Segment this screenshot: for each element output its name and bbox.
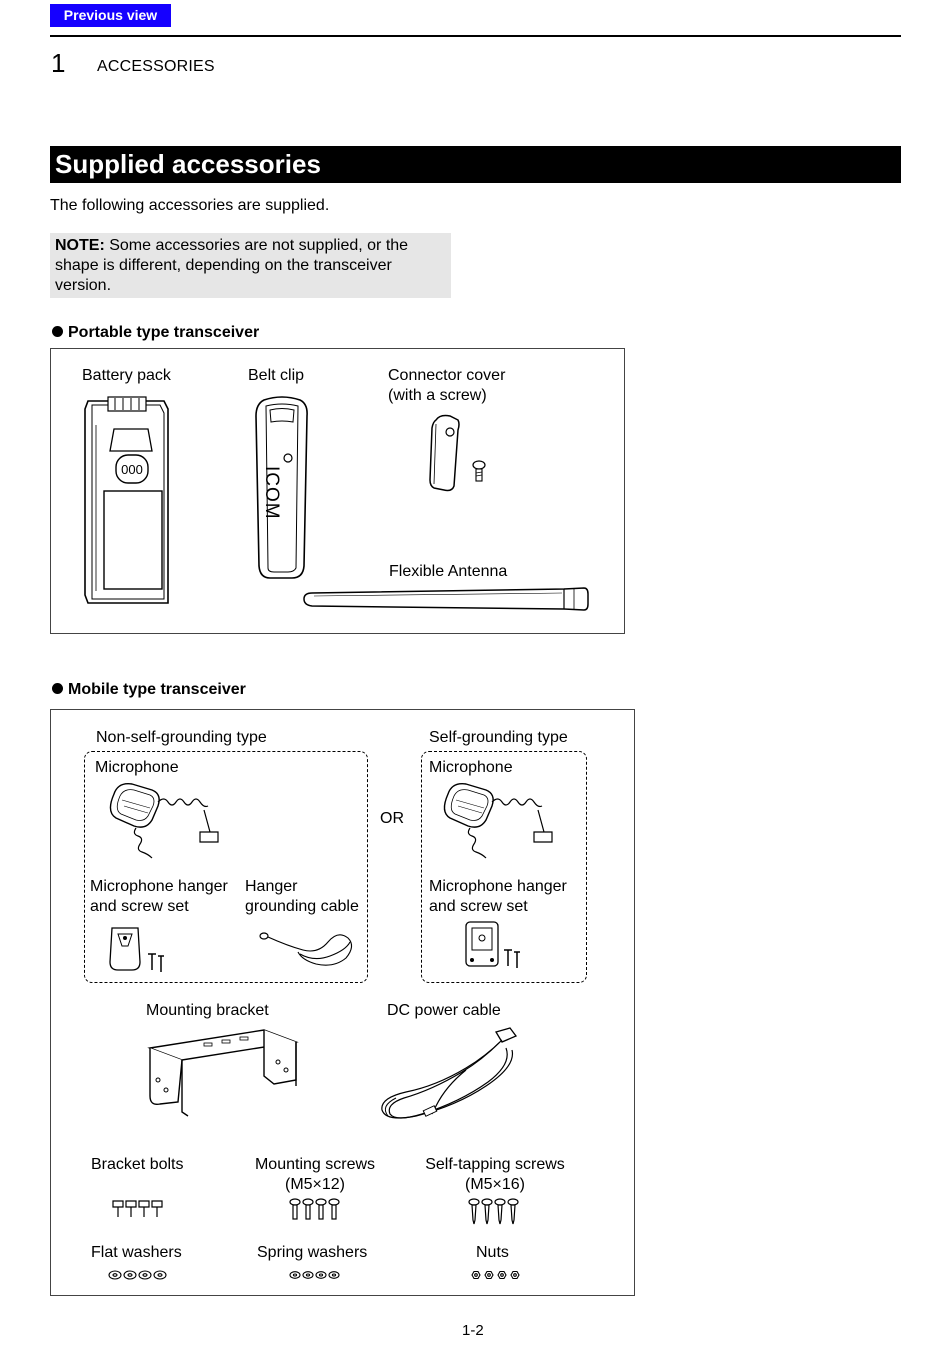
microphone-label-2: Microphone	[429, 759, 513, 776]
self-tapping-screws-label-2: (M5×16)	[464, 1176, 526, 1193]
mounting-bracket-icon	[144, 1026, 304, 1118]
spring-washers-label: Spring washers	[257, 1244, 368, 1261]
clip-logo-text: ICOM	[261, 466, 282, 520]
mounting-bracket-label: Mounting bracket	[146, 1002, 269, 1019]
chapter-number: 1	[51, 48, 66, 78]
belt-clip-icon	[252, 396, 312, 582]
mic-hanger-icon	[464, 920, 524, 970]
dc-power-cable-icon	[376, 1026, 526, 1126]
mounting-screws-label-2: (M5×12)	[284, 1176, 346, 1193]
previous-view-button[interactable]: Previous view	[50, 4, 171, 27]
section-title: Supplied accessories	[55, 149, 321, 179]
bullet-icon	[52, 326, 63, 337]
microphone-icon	[440, 780, 555, 860]
note-label: NOTE:	[55, 237, 105, 254]
battery-pack-icon	[82, 395, 172, 610]
flexible-antenna-icon	[302, 586, 592, 612]
mic-hanger-label-1b: and screw set	[90, 898, 189, 915]
mobile-heading	[52, 681, 246, 699]
connector-cover-icon	[428, 414, 498, 496]
chapter-title: ACCESSORIES	[97, 58, 215, 75]
self-tapping-screws-icon	[468, 1198, 524, 1226]
connector-cover-label-1: Connector cover	[388, 367, 506, 384]
belt-clip-label: Belt clip	[248, 367, 305, 384]
connector-cover-label-2: (with a screw)	[388, 387, 487, 404]
battery-label-text: 000	[121, 462, 143, 477]
intro-text: The following accessories are supplied.	[50, 197, 330, 214]
mic-hanger-label-1a: Microphone hanger	[90, 878, 228, 895]
antenna-label: Flexible Antenna	[389, 563, 508, 580]
note-body: Some accessories are not supplied, or the shape is different, depending on the transceiver version.	[55, 237, 409, 294]
spring-washers-icon	[289, 1270, 343, 1280]
mobile-heading-text: Mobile type transceiver	[68, 681, 246, 698]
bullet-icon	[52, 683, 63, 694]
bracket-bolts-label: Bracket bolts	[91, 1156, 184, 1173]
non-self-grounding-label: Non-self-grounding type	[96, 729, 267, 746]
note-text	[55, 236, 450, 296]
or-label: OR	[380, 810, 404, 827]
self-grounding-label: Self-grounding type	[429, 729, 568, 746]
page-number: 1-2	[462, 1322, 484, 1339]
nuts-label: Nuts	[476, 1244, 509, 1261]
flat-washers-icon	[108, 1269, 172, 1281]
flat-washers-label: Flat washers	[91, 1244, 182, 1261]
header-rule	[50, 35, 901, 37]
mic-hanger-icon	[108, 924, 163, 974]
dc-power-cable-label: DC power cable	[387, 1002, 501, 1019]
mounting-screws-icon	[289, 1198, 343, 1222]
mounting-screws-label-1: Mounting screws	[254, 1156, 376, 1173]
portable-heading-text: Portable type transceiver	[68, 324, 260, 341]
hanger-label-b: grounding cable	[245, 898, 359, 915]
mic-hanger-label-2b: and screw set	[429, 898, 528, 915]
portable-heading	[52, 324, 259, 342]
battery-pack-label: Battery pack	[82, 367, 171, 384]
self-tapping-screws-label-1: Self-tapping screws	[425, 1156, 565, 1173]
mic-hanger-label-2a: Microphone hanger	[429, 878, 567, 895]
microphone-icon	[106, 780, 221, 860]
hanger-label-a: Hanger	[245, 878, 298, 895]
bracket-bolts-icon	[112, 1198, 166, 1220]
grounding-cable-icon	[258, 924, 358, 972]
nuts-icon	[470, 1270, 524, 1280]
microphone-label-1: Microphone	[95, 759, 179, 776]
